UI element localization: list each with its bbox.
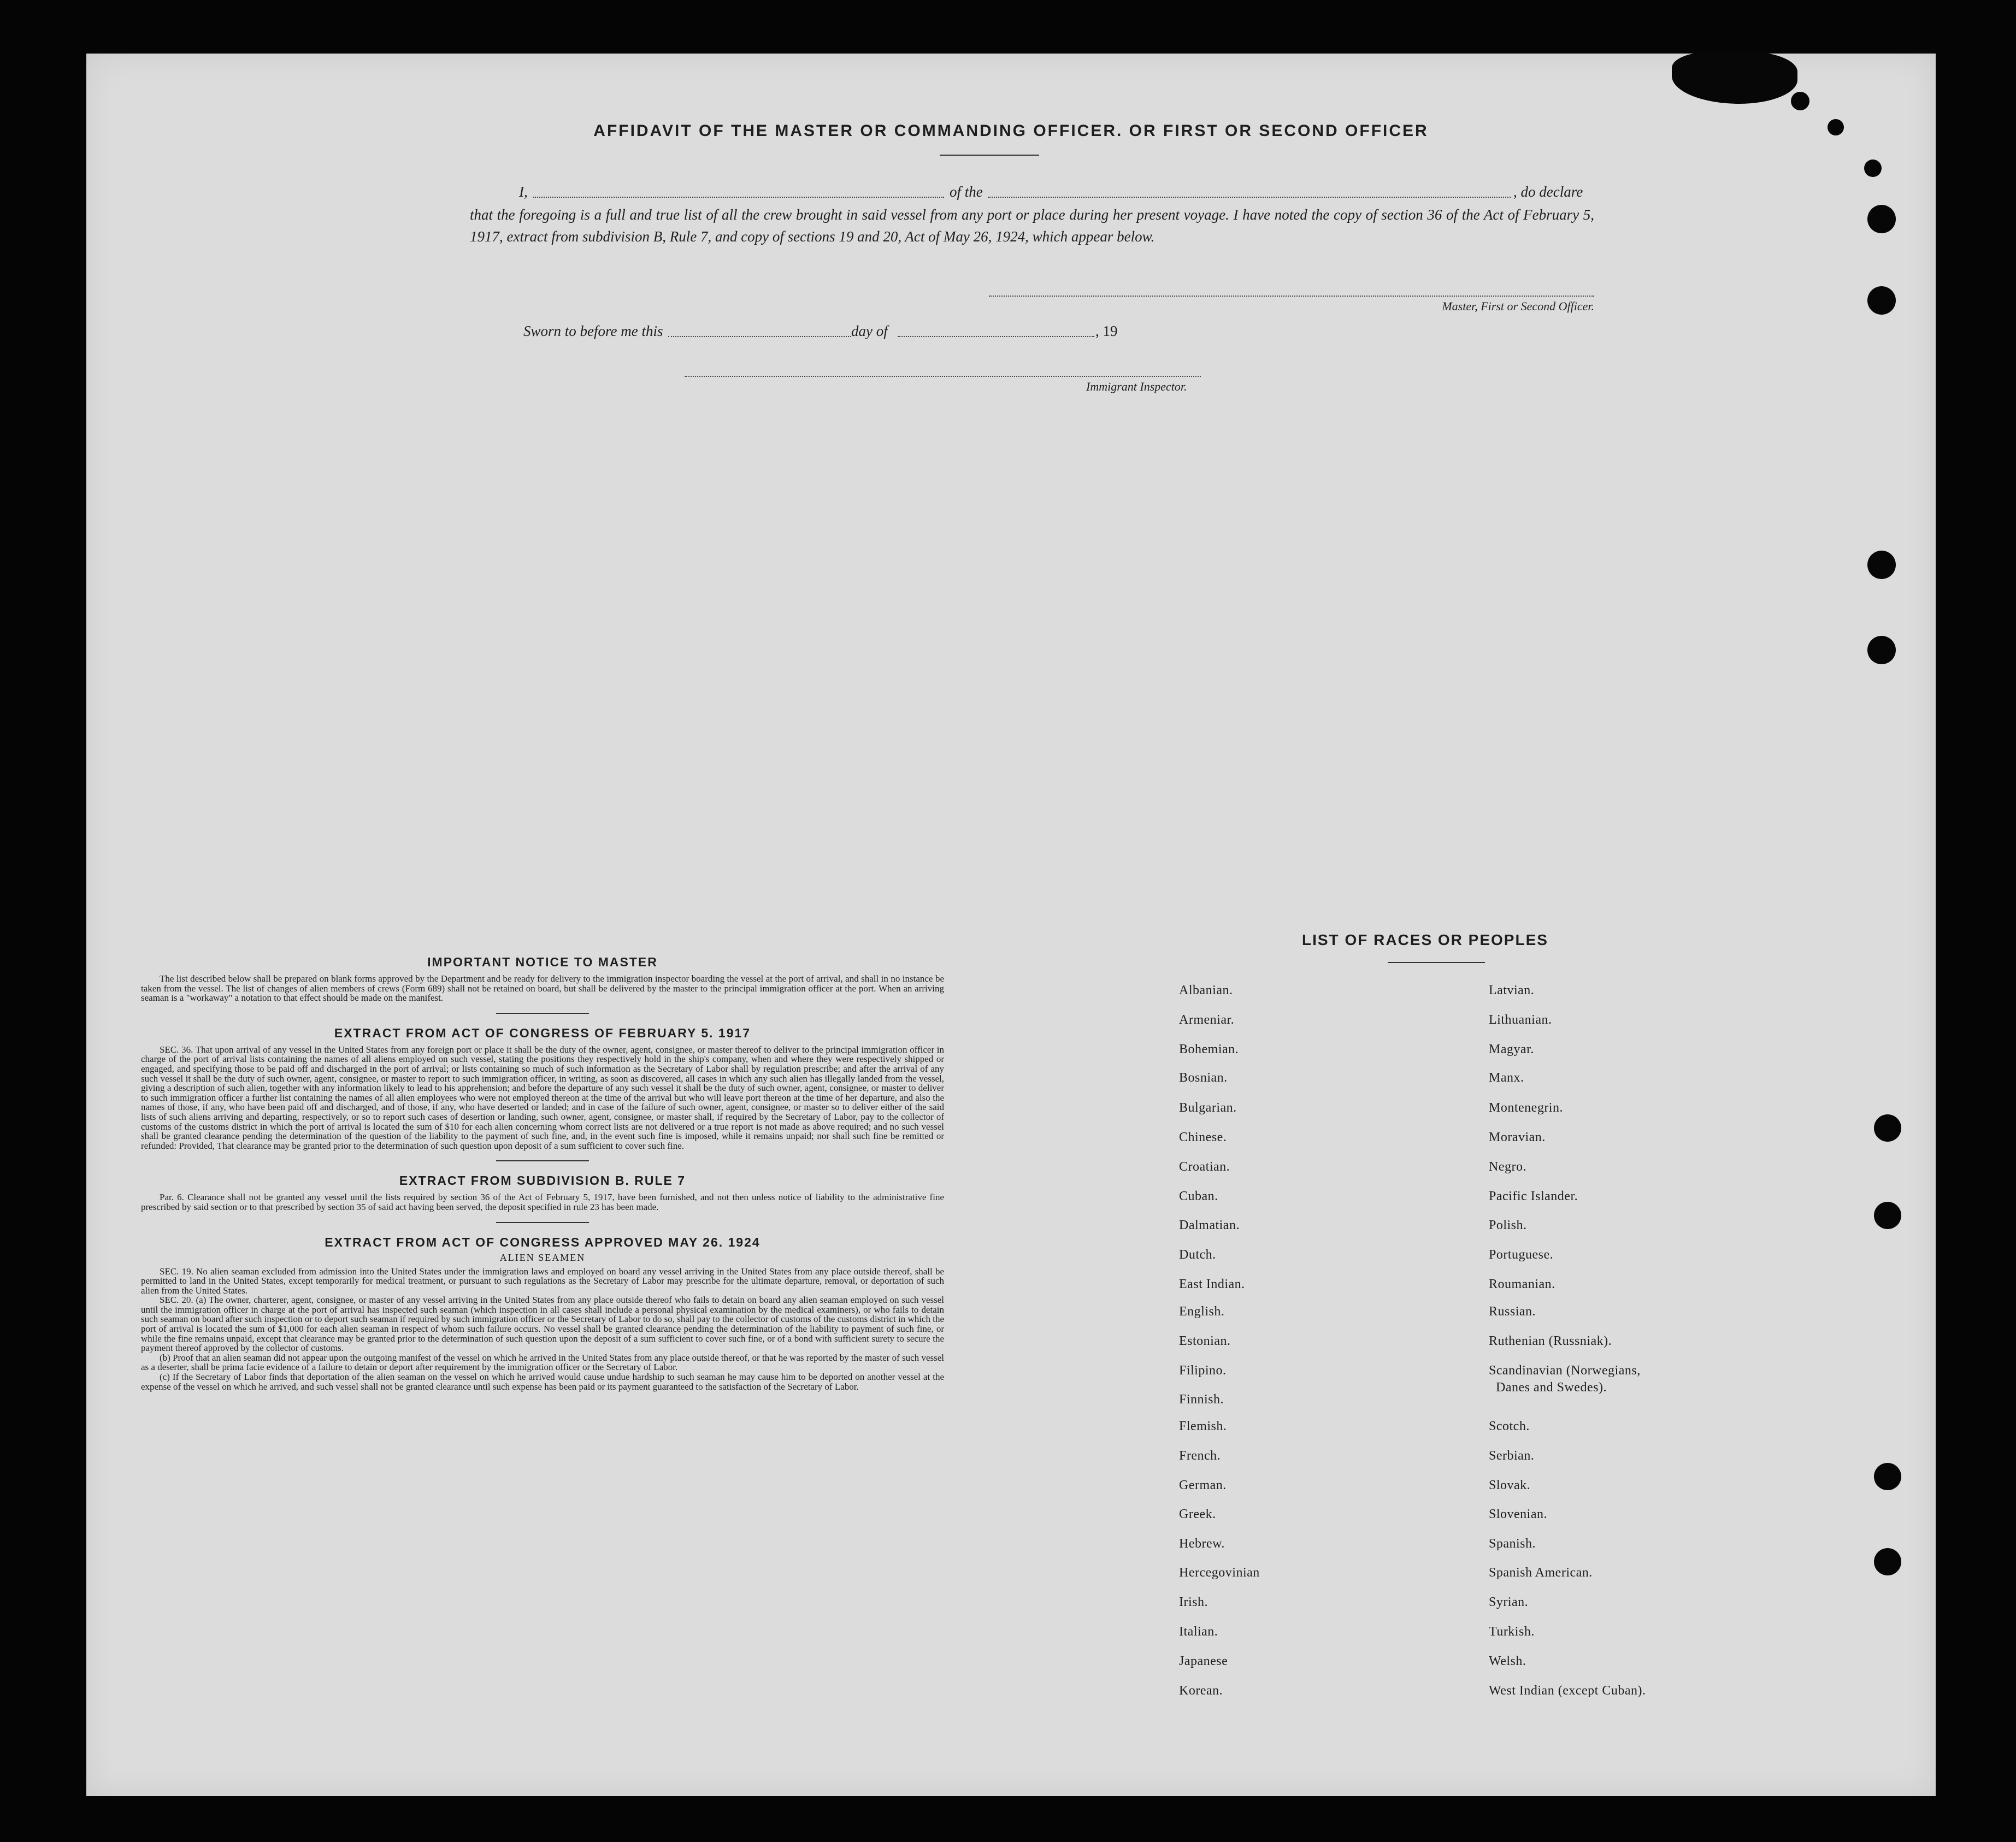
affidavit-body: that the foregoing is a full and true list of all the crew brought in said vessel from any port or place during her present voyage. I have noted the copy of section 36 of the Act of February 5, 1917, extract from subdivision B, Rule 7, and copy of sections 19 and 20, Act of May 26, 1924, which appear below. — [470, 206, 1594, 245]
races-divider — [1388, 962, 1485, 963]
race-item: East Indian. — [1179, 1277, 1245, 1291]
race-item: Lithuanian. — [1489, 1013, 1552, 1027]
race-item: Negro. — [1489, 1160, 1526, 1174]
section-divider — [496, 1160, 589, 1161]
notice-title: IMPORTANT NOTICE TO MASTER — [427, 955, 658, 969]
punch-hole — [1828, 119, 1844, 135]
race-item: Slovak. — [1489, 1478, 1531, 1492]
race-item: Moravian. — [1489, 1130, 1546, 1144]
race-item: Flemish. — [1179, 1419, 1227, 1433]
rule-7-text: Par. 6. Clearance shall not be granted any vessel until the lists required by section 36 of the Act of February 5, 1917, have been furnished, and not then unless notice of liability to the administrative fine prescribed by said section or to that prescribed by section 35 of said act having been served, the deposit specified in rule 23 has been made. — [141, 1192, 944, 1212]
race-item: Irish. — [1179, 1595, 1208, 1609]
vessel-blank — [988, 197, 1511, 198]
race-item: Japanese — [1179, 1654, 1228, 1668]
inspector-signature-line — [685, 376, 1201, 377]
race-item: Portuguese. — [1489, 1248, 1554, 1262]
title-divider — [940, 155, 1039, 156]
race-item: Spanish. — [1489, 1537, 1536, 1551]
race-item: Roumanian. — [1489, 1277, 1555, 1291]
race-item: Croatian. — [1179, 1160, 1230, 1174]
sec-20a-text: SEC. 20. (a) The owner, charterer, agent, consignee, or master of any vessel arriving in the United States from any place outside thereof who fails to detain on board any alien seaman employed on such vessel until the immigration officer in charge at the port of arrival has inspected such seaman (which inspection in all cases shall include a personal physical examination by the medical examiners), or who fails to detain such seaman on board after such inspection or to deport such seaman if required by such immigration officer or the Secretary of Labor to do so, shall pay to the collector of customs of the customs district in which the port of arrival is located the sum of $1,000 for each alien seaman in respect of whom such failure occurs. No vessel shall be granted clearance pending the determination of the liability to payment of such fine, or while the fine remains unpaid, except that clearance may be granted prior to the determination of such question upon the deposit of a sum sufficient to cover such fine, or of a bond with sufficient surety to secure the payment thereof approved by the collector of customs. — [141, 1295, 944, 1354]
section-divider — [496, 1013, 589, 1014]
punch-hole — [1874, 1114, 1901, 1142]
race-item: Filipino. — [1179, 1363, 1227, 1378]
race-item: Hercegovinian — [1179, 1566, 1260, 1580]
sworn-line — [523, 323, 1234, 345]
declaration-do-declare: , do declare — [1513, 184, 1583, 200]
race-item: German. — [1179, 1478, 1227, 1492]
race-item: Magyar. — [1489, 1042, 1534, 1056]
race-item: Albanian. — [1179, 983, 1233, 997]
alien-seamen-subtitle: ALIEN SEAMEN — [499, 1251, 586, 1263]
sworn-month-blank — [898, 336, 1094, 337]
extract-1924-title: EXTRACT FROM ACT OF CONGRESS APPROVED MAY 26. 1924 — [325, 1235, 761, 1249]
race-item: Finnish. — [1179, 1392, 1224, 1407]
notice-text: The list described below shall be prepared on blank forms approved by the Department and be ready for delivery to the immigration inspector boarding the vessel at the port of arrival, and shall in no instance be taken from the vessel. The list of changes of alien members of crews (Form 689) shall not be retained on board, but shall be delivered by the master to the principal immigration officer at the port. When an arriving seaman is a "workaway" a notation to that effect should be made on the manifest. — [141, 973, 944, 1003]
declaration-i: I, — [519, 184, 528, 200]
race-item: Danes and Swedes). — [1496, 1380, 1607, 1395]
race-item: Greek. — [1179, 1507, 1216, 1521]
affidavit-declaration-line — [519, 184, 1594, 205]
race-item: Bulgarian. — [1179, 1101, 1237, 1115]
punch-hole — [1867, 636, 1896, 664]
document-page — [86, 54, 1936, 1796]
race-item: Spanish American. — [1489, 1566, 1593, 1580]
punch-hole — [1864, 160, 1882, 177]
race-item: Estonian. — [1179, 1334, 1231, 1348]
race-item: Hebrew. — [1179, 1537, 1225, 1551]
punch-hole — [1874, 1202, 1901, 1229]
sworn-day-blank — [668, 336, 851, 337]
punch-hole — [1874, 1548, 1901, 1575]
sworn-day-of: day of — [851, 323, 888, 339]
rule-7-title: EXTRACT FROM SUBDIVISION B. RULE 7 — [399, 1173, 686, 1188]
race-item: Bohemian. — [1179, 1042, 1239, 1056]
race-item: Syrian. — [1489, 1595, 1529, 1609]
sec-20c-text: (c) If the Secretary of Labor finds that deportation of the alien seaman on the vessel on which he arrived would cause undue hardship to such seaman he may cause him to be deported on another vessel at the expense of the vessel on which he arrived, and such vessel shall not be granted clearance until such expense has been paid or its payment guaranteed to the satisfaction of the Secretary of Labor. — [141, 1372, 944, 1392]
race-item: Dutch. — [1179, 1248, 1216, 1262]
race-item: Scandinavian (Norwegians, — [1489, 1363, 1641, 1378]
race-item: Pacific Islander. — [1489, 1189, 1578, 1203]
sworn-year: , 19 — [1095, 323, 1118, 339]
race-item: Russian. — [1489, 1304, 1536, 1319]
race-item: Italian. — [1179, 1625, 1218, 1639]
legal-notices — [141, 955, 944, 1391]
sec-19-text: SEC. 19. No alien seaman excluded from admission into the United States under the immigration laws and employed on board any vessel arriving in the United States from any place outside thereof, shall be permitted to land in the United States, except temporarily for medical treatment, or pursuant to such regulations as the Secretary of Labor may prescribe for the ultimate departure, removal, or deportation of such alien from the United States. — [141, 1266, 944, 1296]
name-blank — [533, 197, 944, 198]
signature-line — [989, 296, 1594, 297]
race-item: Manx. — [1489, 1071, 1524, 1085]
race-item: Bosnian. — [1179, 1071, 1228, 1085]
inspector-label: Immigrant Inspector. — [1086, 380, 1187, 393]
punch-hole — [1867, 205, 1896, 233]
punch-hole — [1874, 1463, 1901, 1490]
race-item: Dalmatian. — [1179, 1218, 1240, 1232]
extract-1917-text: SEC. 36. That upon arrival of any vessel in the United States from any foreign port or place it shall be the duty of the owner, agent, consignee, or master thereof to deliver to the principal immigration officer in charge of the port of arrival lists containing the names of all aliens employed on such vessel, stating the positions they respectively hold in the ship's company, when and where they were respectively shipped or engaged, and specifying those to be paid off and discharged in the port of arrival; or lists containing so much of such information as the Secretary of Labor shall by regulation prescribe; and after the arrival of any such vessel it shall be the duty of such owner, agent, consignee, or master to report to such immigration officer, in writing, as soon as discovered, all cases in which any such alien has illegally landed from the vessel, giving a description of such alien, together with any information likely to lead to his apprehension; and before the departure of any such vessel it shall be the duty of such owner, agent, consignee, or master to deliver to such immigration officer a further list containing the names of all alien employees who were not employed thereon at the time of the arrival but who will leave port thereon at the time of her departure, and also the names of those, if any, who have been paid off and discharged, and of those, if any, who have deserted or landed; and in case of the failure of such owner, agent, consignee, or master so to deliver either of the said lists of such aliens arriving and departing, respectively, or so to report such cases of desertion or landing, such owner, agent, consignee, or master shall, if required by the Secretary of Labor, pay to the collector of customs of the customs district in which the port of arrival is located the sum of $10 for each alien concerning whom correct lists are not delivered or a true report is not made as above required; and no such vessel shall be granted clearance pending the determination of the question of the liability to the payment of such fine, and, in the event such fine is imposed, while it remains unpaid; nor shall such fine be remitted or refunded: Provided, That clearance may be granted prior to the determination of such question upon deposit of a sum sufficient to cover such fine. — [141, 1044, 944, 1151]
race-item: English. — [1179, 1304, 1225, 1319]
sec-20b-text: (b) Proof that an alien seaman did not appear upon the outgoing manifest of the vessel on which he arrived in the United States from any place outside thereof, or that he was reported by the master of such vessel as a deserter, shall be prima facie evidence of a failure to detain or deport after requirement by the immigration officer or the Secretary of Labor. — [141, 1352, 944, 1373]
affidavit-title: AFFIDAVIT OF THE MASTER OR COMMANDING OFFICER. OR FIRST OR SECOND OFFICER — [593, 122, 1429, 140]
race-item: Cuban. — [1179, 1189, 1218, 1203]
race-item: French. — [1179, 1449, 1221, 1463]
race-item: Polish. — [1489, 1218, 1527, 1232]
punch-hole — [1867, 286, 1896, 315]
race-item: Chinese. — [1179, 1130, 1227, 1144]
race-item: Slovenian. — [1489, 1507, 1547, 1521]
races-title: LIST OF RACES OR PEOPLES — [1302, 931, 1548, 948]
race-item: Turkish. — [1489, 1625, 1535, 1639]
race-item: Korean. — [1179, 1684, 1223, 1698]
race-item: Scotch. — [1489, 1419, 1530, 1433]
race-item: West Indian (except Cuban). — [1489, 1684, 1646, 1698]
section-divider — [496, 1222, 589, 1223]
signature-label: Master, First or Second Officer. — [1442, 299, 1594, 313]
race-item: Montenegrin. — [1489, 1101, 1563, 1115]
race-item: Latvian. — [1489, 983, 1535, 997]
extract-1917-title: EXTRACT FROM ACT OF CONGRESS OF FEBRUARY 5. 1917 — [334, 1025, 751, 1040]
race-item: Welsh. — [1489, 1654, 1526, 1668]
race-item: Ruthenian (Russniak). — [1489, 1334, 1612, 1348]
punch-hole — [1867, 551, 1896, 579]
punch-hole — [1791, 92, 1809, 110]
sworn-text: Sworn to before me this — [523, 323, 663, 339]
race-item: Armeniar. — [1179, 1013, 1235, 1027]
declaration-of-the: of the — [950, 184, 983, 200]
race-item: Serbian. — [1489, 1449, 1535, 1463]
